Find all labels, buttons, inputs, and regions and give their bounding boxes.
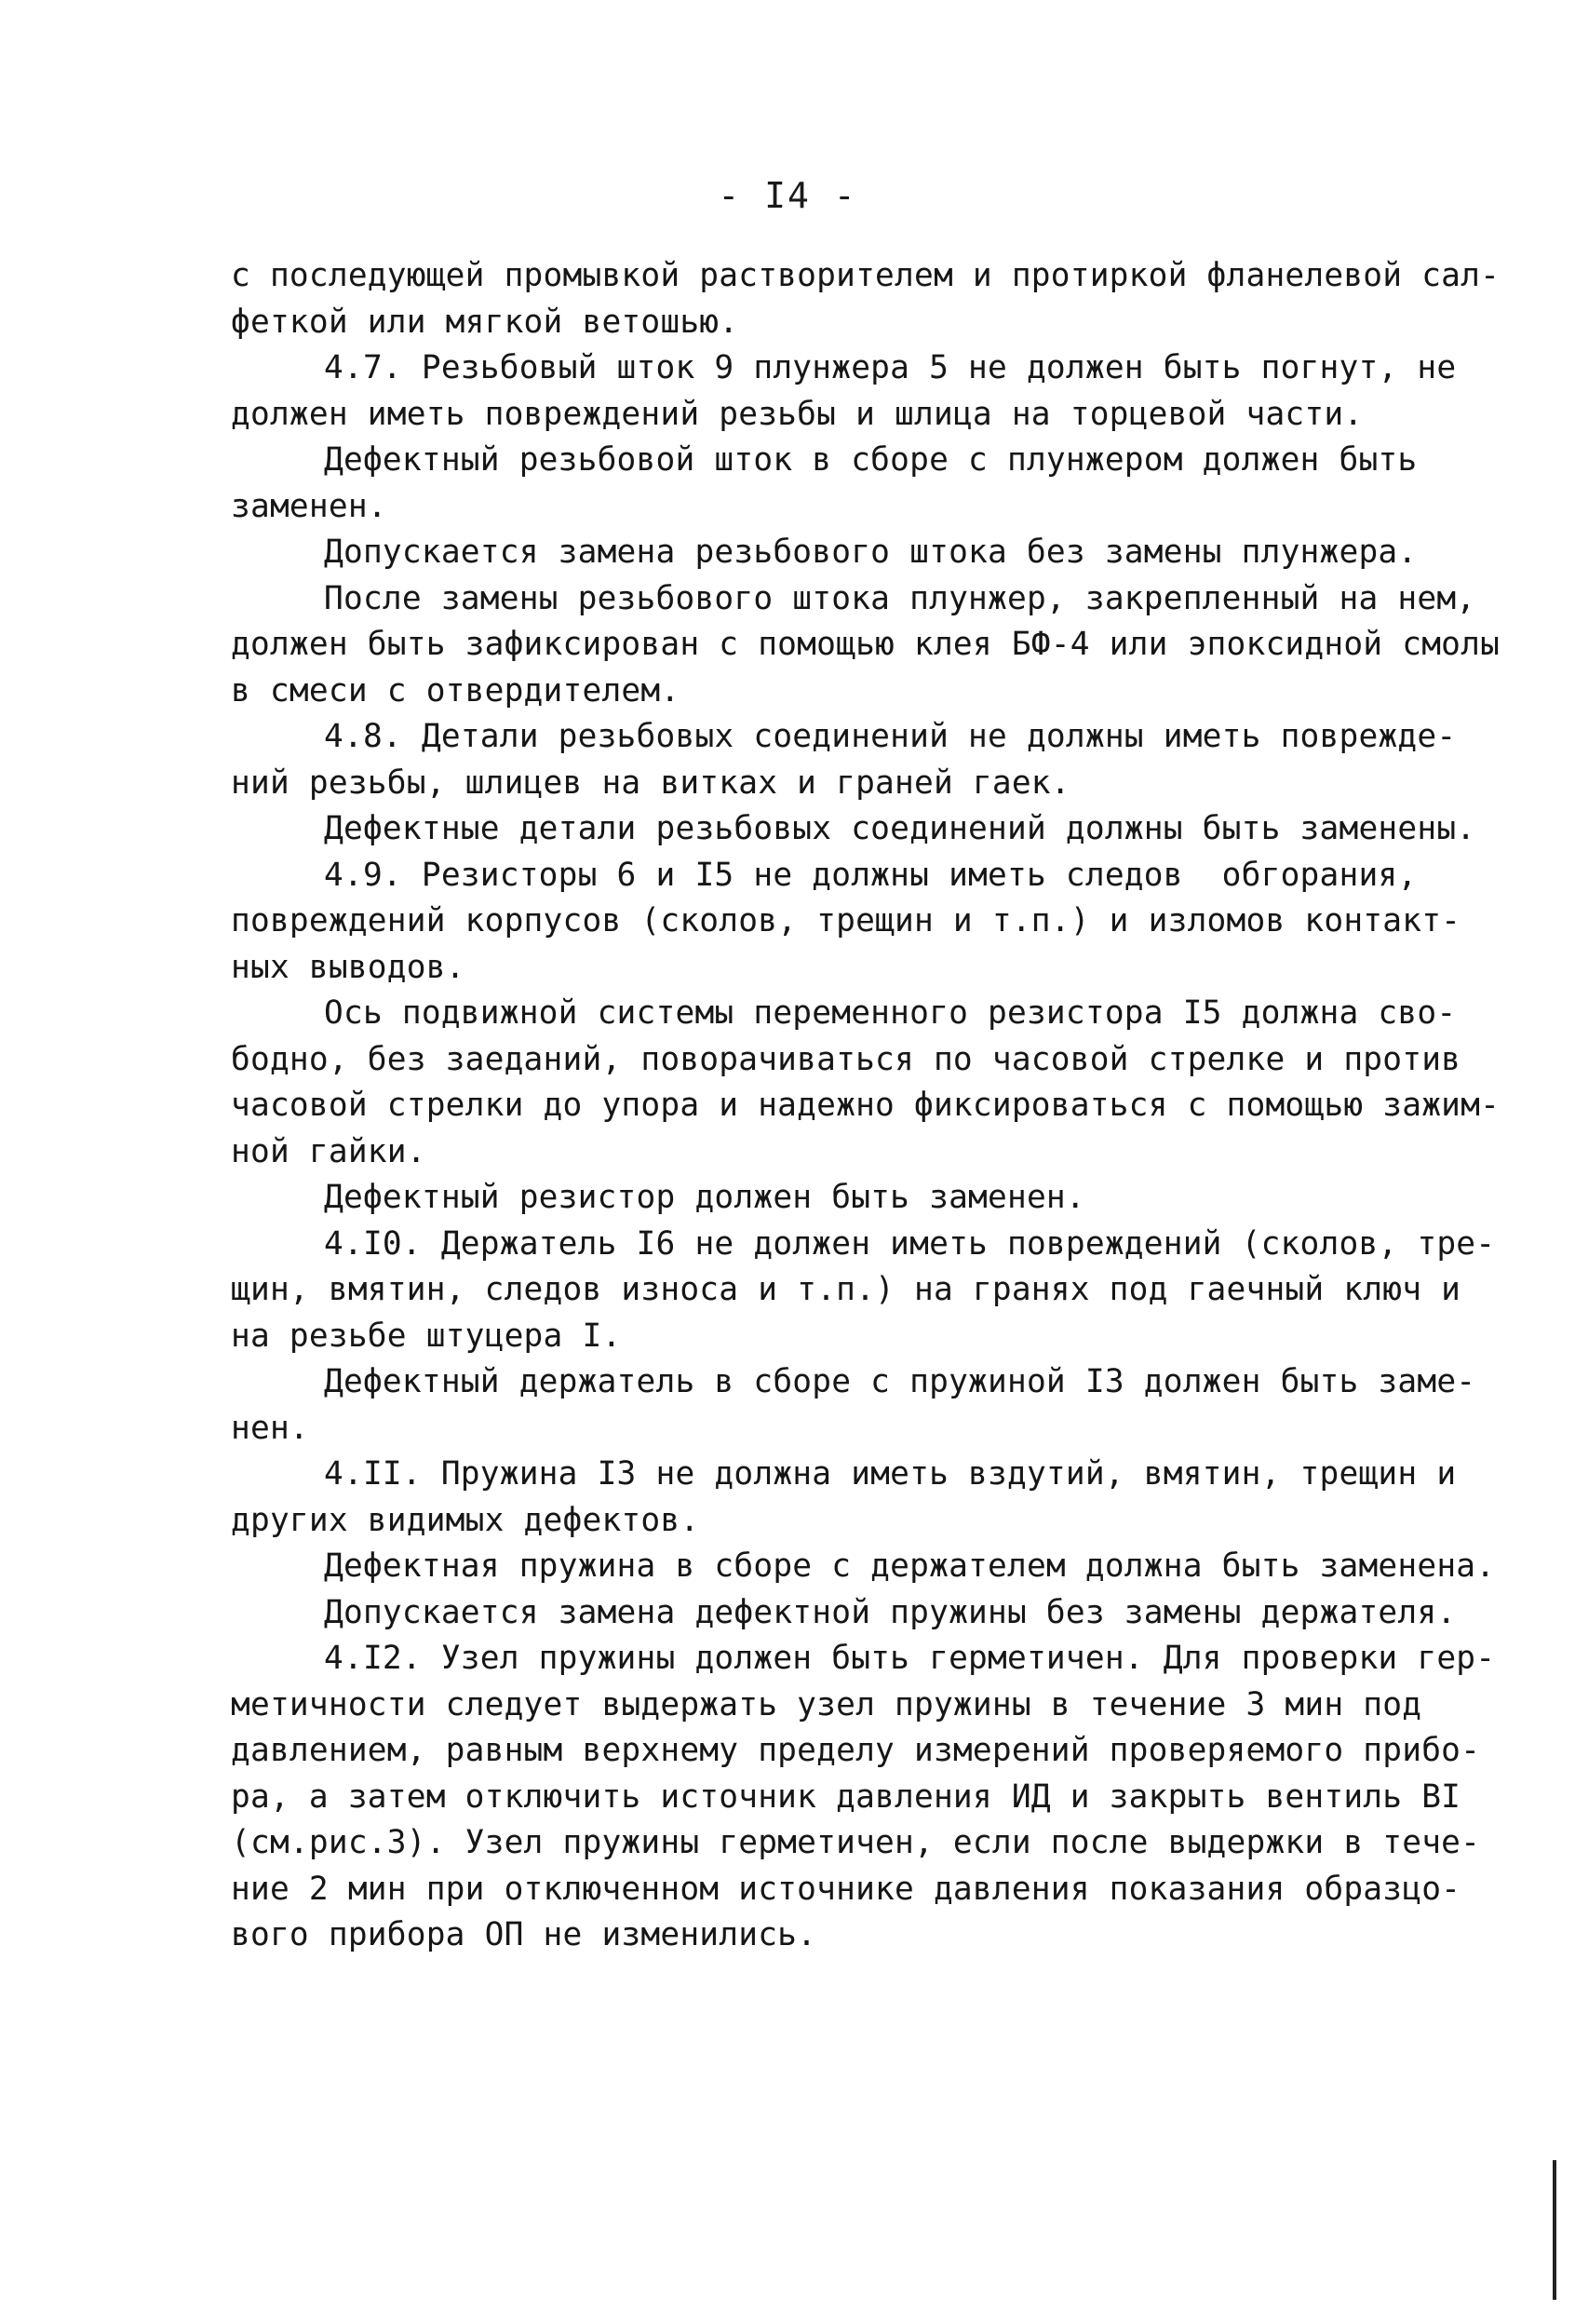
text-line: 4.9. Резисторы 6 и I5 не должны иметь следов обгорания, [324, 856, 1418, 894]
text-line: нен. [231, 1409, 309, 1447]
text-line: в смеси с отвердителем. [231, 671, 680, 709]
text-line: 4.I0. Держатель I6 не должен иметь повреждений (сколов, тре- [324, 1224, 1496, 1263]
text-line: Допускается замена дефектной пружины без замены держателя. [324, 1593, 1457, 1631]
body-text [231, 253, 1501, 1959]
text-line: должен быть зафиксирован с помощью клея БФ-4 или эпоксидной смолы [231, 626, 1501, 663]
text-line: 4.8. Детали резьбовых соединений не должны иметь поврежде- [324, 718, 1457, 755]
text-line: ний резьбы, шлицев на витках и граней гаек. [231, 763, 1070, 802]
text-line: щин, вмятин, следов износа и т.п.) на гранях под гаечный ключ и [231, 1271, 1461, 1308]
text-line: Дефектный держатель в сборе с пружиной I3 должен быть заме- [324, 1363, 1476, 1400]
text-line: феткой или мягкой ветошью. [231, 303, 739, 341]
text-line: давлением, равным верхнему пределу измерений проверяемого прибо- [231, 1732, 1481, 1769]
text-line: Дефектный резистор должен быть заменен. [324, 1179, 1085, 1216]
page-number: - I4 - [718, 175, 857, 216]
text-line: (см.рис.3). Узел пружины герметичен, если после выдержки в тече- [231, 1824, 1481, 1861]
text-line: ние 2 мин при отключенном источнике давления показания образцо- [231, 1870, 1461, 1908]
scan-edge-mark [1553, 2160, 1556, 2300]
text-line: с последующей промывкой растворителем и протиркой фланелевой сал- [231, 257, 1501, 294]
text-line: ной гайки. [231, 1132, 426, 1170]
text-line: других видимых дефектов. [231, 1501, 700, 1539]
text-line: должен иметь повреждений резьбы и шлица на торцевой части. [231, 395, 1364, 433]
text-line: метичности следует выдержать узел пружины в течение 3 мин под [231, 1685, 1422, 1723]
text-line: заменен. [231, 487, 387, 525]
text-line: часовой стрелки до упора и надежно фиксироваться с помощью зажим- [231, 1087, 1501, 1124]
text-line: ных выводов. [231, 948, 465, 986]
text-line: Допускается замена резьбового штока без замены плунжера. [324, 534, 1418, 571]
text-line: Ось подвижной системы переменного резистора I5 должна сво- [324, 994, 1457, 1032]
text-line: Дефектные детали резьбовых соединений должны быть заменены. [324, 810, 1476, 847]
text-line: 4.II. Пружина I3 не должна иметь вздутий, вмятин, трещин и [324, 1455, 1457, 1493]
text-line: 4.I2. Узел пружины должен быть герметичен. Для проверки гер- [324, 1640, 1496, 1677]
text-line: 4.7. Резьбовый шток 9 плунжера 5 не должен быть погнут, не [324, 349, 1457, 386]
text-line: на резьбе штуцера I. [231, 1317, 622, 1355]
text-line: Дефектная пружина в сборе с держателем должна быть заменена. [324, 1547, 1496, 1585]
text-line: бодно, без заеданий, поворачиваться по часовой стрелке и против [231, 1040, 1461, 1078]
text-line: ра, а затем отключить источник давления ИД и закрыть вентиль BI [231, 1777, 1461, 1816]
text-line: Дефектный резьбовой шток в сборе с плунжером должен быть [324, 441, 1418, 479]
text-line: повреждений корпусов (сколов, трещин и т.п.) и изломов контакт- [231, 902, 1461, 939]
text-line: вого прибора ОП не изменились. [231, 1916, 817, 1953]
text-line: После замены резьбового штока плунжер, закрепленный на нем, [324, 579, 1476, 617]
